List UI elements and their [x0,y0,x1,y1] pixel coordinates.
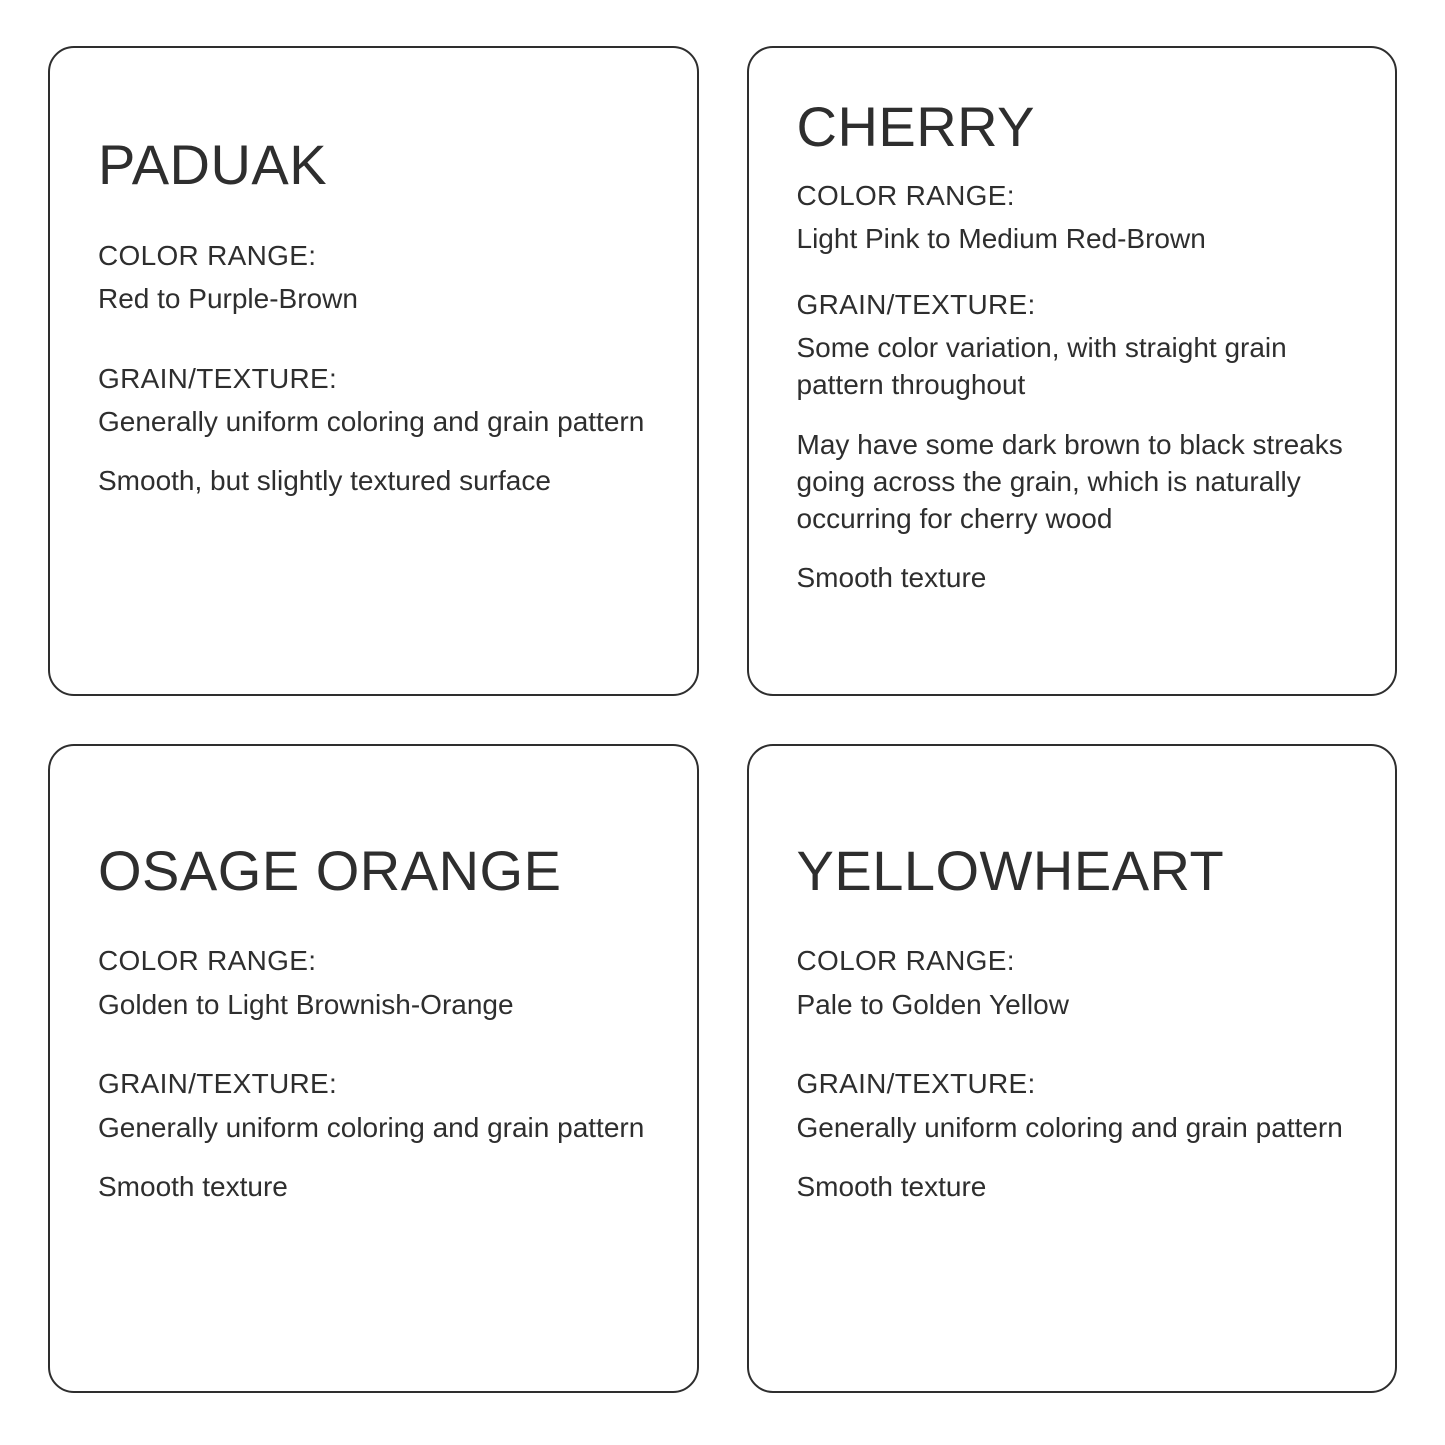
grain-texture-line: Some color variation, with straight grain pattern throughout [796,332,1287,401]
color-range-label: COLOR RANGE: [796,179,1015,211]
color-range-value: Pale to Golden Yellow [796,988,1069,1020]
grain-texture-line: Smooth, but slightly textured surface [98,465,551,497]
grain-texture-line: Generally uniform coloring and grain pattern [98,406,645,438]
color-range-label: COLOR RANGE: [98,239,317,271]
grain-texture-line: Smooth texture [796,1170,987,1202]
grain-texture-line: Smooth texture [796,562,987,594]
wood-card-paduak [48,46,699,696]
wood-card-cherry [747,46,1398,696]
color-range-value: Red to Purple-Brown [98,283,358,315]
grain-texture-line: Smooth texture [98,1170,288,1202]
card-title: YELLOWHEART [796,838,1225,902]
card-title: OSAGE ORANGE [98,838,562,902]
card-title: CHERRY [796,95,1035,158]
grain-texture-line: Generally uniform coloring and grain pattern [796,1111,1343,1143]
card-title: PADUAK [98,133,328,196]
color-range-value: Golden to Light Brownish-Orange [98,988,514,1020]
grain-texture-label: GRAIN/TEXTURE: [796,288,1036,320]
grain-texture-label: GRAIN/TEXTURE: [98,362,338,394]
wood-card-yellowheart [747,744,1398,1394]
grain-texture-label: GRAIN/TEXTURE: [98,1068,338,1100]
color-range-value: Light Pink to Medium Red-Brown [796,223,1206,255]
wood-card-osage-orange [48,744,699,1394]
grain-texture-line: May have some dark brown to black streaks going across the grain, which is naturally occurring for cherry wood [796,428,1343,535]
color-range-label: COLOR RANGE: [98,945,317,977]
grain-texture-line: Generally uniform coloring and grain pattern [98,1111,645,1143]
color-range-label: COLOR RANGE: [796,945,1015,977]
grain-texture-label: GRAIN/TEXTURE: [796,1068,1036,1100]
